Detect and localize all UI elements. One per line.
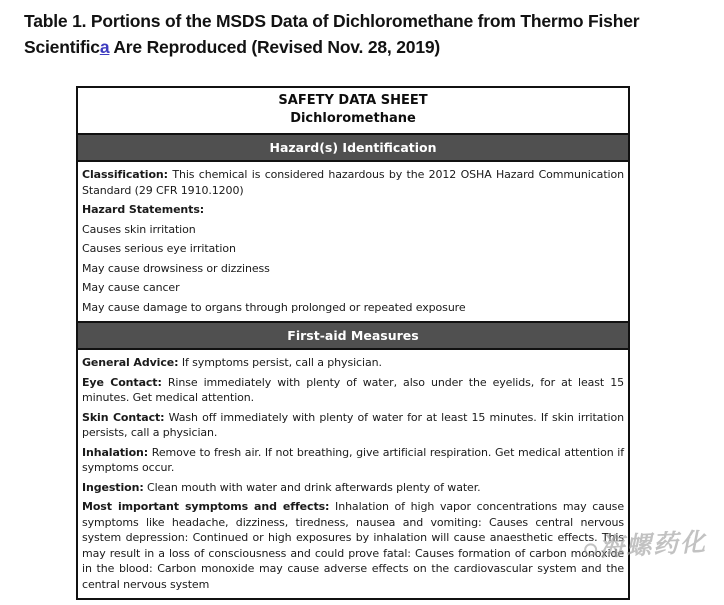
inhalation-paragraph	[82, 445, 624, 476]
field-label: Eye Contact:	[82, 375, 162, 389]
symptoms-effects-paragraph	[82, 499, 624, 592]
hazard-statement-item: Causes serious eye irritation	[82, 242, 236, 255]
hazard-statement-item: May cause drowsiness or dizziness	[82, 261, 270, 275]
sds-header-title: SAFETY DATA SHEET	[278, 93, 428, 108]
field-label: Classification:	[82, 168, 168, 181]
page-title	[24, 8, 700, 60]
skin-contact-paragraph	[82, 410, 624, 441]
eye-contact-paragraph	[82, 375, 624, 406]
sds-header	[78, 88, 628, 133]
title-text-after: Are Reproduced (Revised Nov. 28, 2019)	[109, 37, 441, 57]
classification-paragraph	[82, 167, 624, 198]
field-label: Most important symptoms and effects:	[82, 500, 330, 513]
field-label: Inhalation:	[82, 445, 149, 459]
ingestion-paragraph	[82, 480, 624, 496]
hazard-statement-item: May cause damage to organs through prolonged or repeated exposure	[82, 300, 466, 314]
watermark-text: 海螺药化	[598, 527, 708, 562]
field-text: Clean mouth with water and drink afterwards plenty of water.	[143, 480, 481, 494]
field-text: Rinse immediately with plenty of water, also under the eyelids, for at least 15 minutes. Get medical attention.	[82, 375, 624, 404]
title-text-before: Table 1. Portions of the MSDS Data of Dichloromethane from Thermo Fisher Scientific	[24, 11, 640, 57]
general-advice-paragraph	[82, 355, 624, 371]
field-text: Remove to fresh air. If not breathing, give artificial respiration. Get medical attention if symptoms occur.	[82, 445, 624, 474]
field-label: Ingestion:	[82, 480, 144, 494]
first-aid-content	[78, 350, 628, 598]
field-label: Skin Contact:	[82, 410, 165, 424]
field-label: General Advice:	[82, 356, 179, 369]
field-text: If symptoms persist, call a physician.	[178, 356, 382, 369]
hazard-identification-content	[78, 162, 628, 321]
section-band-hazard-identification: Hazard(s) Identification	[78, 133, 628, 162]
field-text: This chemical is considered hazardous by the 2012 OSHA Hazard Communication Standard (29 CFR 1910.1200)	[82, 168, 624, 197]
sds-table	[76, 86, 630, 600]
section-band-first-aid: First-aid Measures	[78, 321, 628, 350]
hazard-statement-item: Causes skin irritation	[82, 222, 196, 236]
hazard-statement-item: May cause cancer	[82, 281, 180, 294]
field-text: Wash off immediately with plenty of water for at least 15 minutes. If skin irritation persists, call a physician.	[82, 410, 624, 439]
footnote-link-a[interactable]: a	[99, 37, 110, 57]
sds-header-chemical: Dichloromethane	[290, 111, 416, 126]
field-text: Inhalation of high vapor concentrations may cause symptoms like headache, dizziness, tiredness, nausea and vomiting: Causes central nervous system depression: Continued or high exposures by inhalation will cause anaesthetic effects. This may result in a loss of consciousness and could prove fatal: Causes formation of carbon monoxide in the blood: Carbon monoxide may cause adverse effects on the cardiovascular system and the central nervous system	[82, 500, 624, 591]
hazard-statements-label: Hazard Statements:	[82, 203, 205, 216]
